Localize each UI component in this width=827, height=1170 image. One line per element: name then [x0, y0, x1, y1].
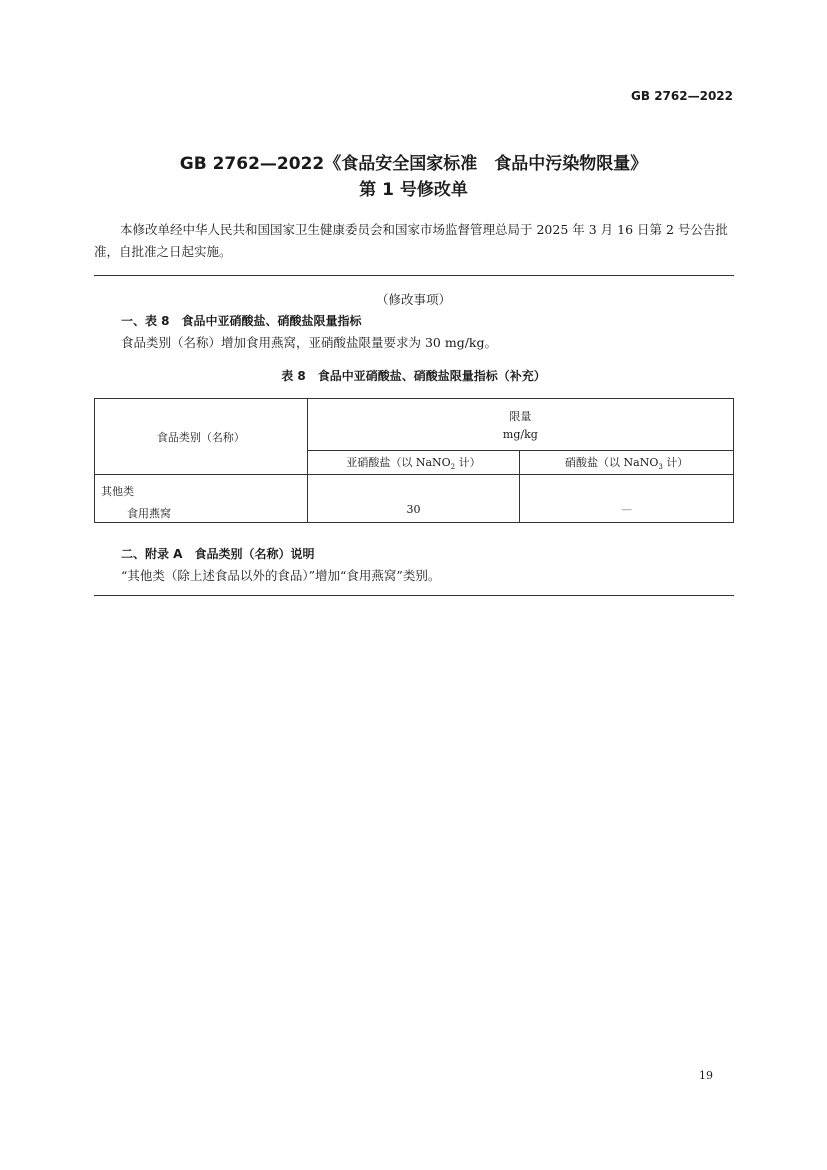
intro-text: 本修改单经中华人民共和国国家卫生健康委员会和国家市场监督管理总局于 2025 年 3 月 16 日第 2 号公告批准，自批准之日起实施。: [94, 222, 728, 259]
section-1-text: 食品类别（名称）增加食用燕窝，亚硝酸盐限量要求为 30 mg/kg。: [121, 335, 497, 350]
header-limit: [307, 399, 733, 451]
amendment-label: （修改事项）: [375, 292, 451, 307]
row-group-label: 其他类: [101, 485, 134, 498]
section-1-heading: 一、表 8 食品中亚硝酸盐、硝酸盐限量指标: [121, 314, 362, 328]
standard-code-header: GB 2762—2022: [631, 89, 733, 103]
top-divider: [94, 275, 734, 276]
intro-paragraph: [94, 219, 734, 263]
row-item-label: 食用燕窝: [127, 507, 171, 520]
document-title: GB 2762—2022《食品安全国家标准 食品中污染物限量》: [179, 154, 648, 174]
page-number: 19: [699, 1069, 713, 1082]
header-nitrite: 亚硝酸盐（以 NaNO$_2$ 计）: [307, 451, 520, 475]
row-nitrite-value: 30: [307, 475, 520, 523]
table-row: [95, 475, 734, 523]
header-limit-unit: mg/kg: [502, 428, 538, 441]
row-category: [95, 475, 308, 523]
bottom-divider: [94, 595, 734, 596]
section-2-heading: 二、附录 A 食品类别（名称）说明: [121, 547, 315, 561]
document-subtitle: 第 1 号修改单: [359, 180, 468, 200]
row-nitrate-value: —: [520, 475, 734, 523]
table-caption: 表 8 食品中亚硝酸盐、硝酸盐限量指标（补充）: [281, 369, 546, 383]
header-nitrate: 硝酸盐（以 NaNO$_3$ 计）: [520, 451, 734, 475]
limits-table: [94, 398, 734, 523]
section-2-text: “其他类（除上述食品以外的食品）”增加“食用燕窝”类别。: [121, 568, 441, 583]
header-food-category: 食品类别（名称）: [95, 399, 308, 475]
header-limit-label: 限量: [509, 410, 532, 423]
